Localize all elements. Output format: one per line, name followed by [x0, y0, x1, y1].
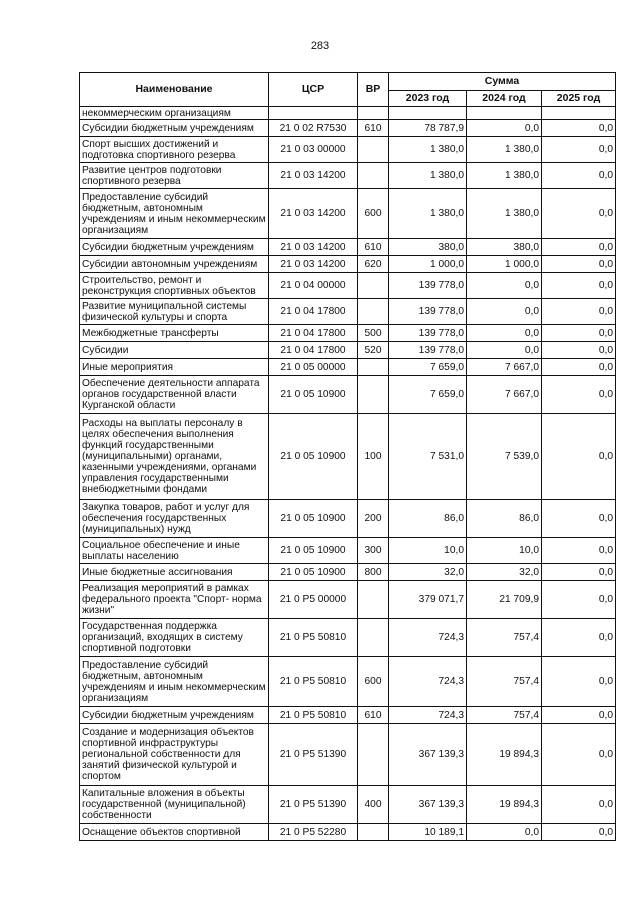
row-name-cell: Строительство, ремонт и реконструкция спортивных объектов — [80, 273, 269, 299]
row-2025-cell: 0,0 — [542, 538, 616, 564]
row-name-cell: Обеспечение деятельности аппарата органов государственной власти Курганской области — [80, 376, 269, 414]
row-name-cell: Спорт высших достижений и подготовка спортивного резерва — [80, 137, 269, 163]
row-vr-cell: 300 — [358, 538, 389, 564]
row-vr-cell — [358, 137, 389, 163]
row-2025-cell: 0,0 — [542, 824, 616, 841]
row-2024-cell: 86,0 — [467, 500, 542, 538]
table-row — [80, 189, 616, 239]
table-row — [80, 414, 616, 500]
table-row — [80, 342, 616, 359]
table-row — [80, 786, 616, 824]
row-csr-cell: 21 0 P5 50810 — [269, 619, 358, 657]
row-vr-cell: 610 — [358, 707, 389, 724]
table-row — [80, 239, 616, 256]
row-csr-cell: 21 0 05 10900 — [269, 564, 358, 581]
table-row — [80, 299, 616, 325]
row-2023-cell: 7 531,0 — [389, 414, 467, 500]
row-2023-cell: 724,3 — [389, 657, 467, 707]
table-row — [80, 581, 616, 619]
row-csr-cell: 21 0 03 14200 — [269, 189, 358, 239]
row-2025-cell: 0,0 — [542, 299, 616, 325]
row-vr-cell: 200 — [358, 500, 389, 538]
row-name-cell: Социальное обеспечение и иные выплаты населению — [80, 538, 269, 564]
row-2023-cell: 1 380,0 — [389, 137, 467, 163]
row-vr-cell: 400 — [358, 786, 389, 824]
page-number: 283 — [310, 40, 330, 52]
table-row — [80, 824, 616, 841]
row-2025-cell: 0,0 — [542, 657, 616, 707]
row-2025-cell: 0,0 — [542, 376, 616, 414]
row-csr-cell: 21 0 05 00000 — [269, 359, 358, 376]
row-2025-cell: 0,0 — [542, 342, 616, 359]
row-name-cell: Оснащение объектов спортивной — [80, 824, 269, 841]
row-name-cell: Развитие центров подготовки спортивного резерва — [80, 163, 269, 189]
table-row — [80, 724, 616, 786]
row-vr-cell: 520 — [358, 342, 389, 359]
row-name-cell: Капитальные вложения в объекты государственной (муниципальной) собственности — [80, 786, 269, 824]
row-2025-cell: 0,0 — [542, 786, 616, 824]
row-csr-cell: 21 0 P5 00000 — [269, 581, 358, 619]
row-name-cell: Предоставление субсидий бюджетным, автономным учреждениям и иным некоммерческим организациям — [80, 189, 269, 239]
row-csr-cell: 21 0 05 10900 — [269, 538, 358, 564]
row-csr-cell: 21 0 03 14200 — [269, 239, 358, 256]
row-csr-cell: 21 0 04 17800 — [269, 325, 358, 342]
row-2023-cell: 10,0 — [389, 538, 467, 564]
row-vr-cell — [358, 359, 389, 376]
row-csr-cell: 21 0 P5 52280 — [269, 824, 358, 841]
row-2024-cell: 7 667,0 — [467, 376, 542, 414]
row-2024-cell: 0,0 — [467, 273, 542, 299]
table-row — [80, 325, 616, 342]
table-row — [80, 120, 616, 137]
row-2024-cell: 0,0 — [467, 325, 542, 342]
row-vr-cell: 610 — [358, 239, 389, 256]
row-vr-cell — [358, 107, 389, 120]
row-2024-cell: 1 380,0 — [467, 189, 542, 239]
table-row — [80, 657, 616, 707]
header-sum: Сумма — [389, 73, 616, 91]
row-name-cell: Развитие муниципальной системы физической культуры и спорта — [80, 299, 269, 325]
row-2023-cell: 7 659,0 — [389, 359, 467, 376]
row-csr-cell: 21 0 P5 51390 — [269, 786, 358, 824]
row-vr-cell: 600 — [358, 657, 389, 707]
row-name-cell: некоммерческим организациям — [80, 107, 269, 120]
row-name-cell: Расходы на выплаты персоналу в целях обеспечения выполнения функций государственными (муниципальными) органами, казенными учреждениями, органами управления государственными внебюджетными фондами — [80, 414, 269, 500]
row-name-cell: Создание и модернизация объектов спортивной инфраструктуры региональной собственности для занятий физической культурой и спортом — [80, 724, 269, 786]
row-2023-cell: 380,0 — [389, 239, 467, 256]
row-2024-cell: 7 667,0 — [467, 359, 542, 376]
row-2025-cell: 0,0 — [542, 707, 616, 724]
row-2025-cell: 0,0 — [542, 163, 616, 189]
row-vr-cell: 600 — [358, 189, 389, 239]
row-name-cell: Иные мероприятия — [80, 359, 269, 376]
row-2025-cell: 0,0 — [542, 189, 616, 239]
row-csr-cell: 21 0 03 14200 — [269, 256, 358, 273]
row-2024-cell: 757,4 — [467, 657, 542, 707]
row-name-cell: Субсидии бюджетным учреждениям — [80, 239, 269, 256]
row-name-cell: Субсидии автономным учреждениям — [80, 256, 269, 273]
row-vr-cell: 610 — [358, 120, 389, 137]
row-name-cell: Субсидии бюджетным учреждениям — [80, 707, 269, 724]
row-name-cell: Реализация мероприятий в рамках федерального проекта "Спорт- норма жизни" — [80, 581, 269, 619]
table-row — [80, 256, 616, 273]
table-row — [80, 273, 616, 299]
row-2023-cell: 32,0 — [389, 564, 467, 581]
row-2023-cell: 367 139,3 — [389, 786, 467, 824]
row-2025-cell: 0,0 — [542, 619, 616, 657]
table-row — [80, 500, 616, 538]
row-2023-cell: 139 778,0 — [389, 273, 467, 299]
row-2024-cell: 1 380,0 — [467, 137, 542, 163]
row-csr-cell: 21 0 P5 51390 — [269, 724, 358, 786]
row-2023-cell: 1 380,0 — [389, 189, 467, 239]
row-2025-cell: 0,0 — [542, 724, 616, 786]
budget-table — [79, 72, 616, 841]
row-name-cell: Субсидии — [80, 342, 269, 359]
row-2024-cell: 32,0 — [467, 564, 542, 581]
row-2024-cell: 380,0 — [467, 239, 542, 256]
row-2025-cell: 0,0 — [542, 581, 616, 619]
row-2023-cell: 139 778,0 — [389, 325, 467, 342]
table-row — [80, 538, 616, 564]
header-csr: ЦСР — [269, 73, 358, 107]
row-vr-cell — [358, 376, 389, 414]
header-vr: ВР — [358, 73, 389, 107]
row-2025-cell: 0,0 — [542, 120, 616, 137]
row-2024-cell: 0,0 — [467, 299, 542, 325]
row-vr-cell — [358, 163, 389, 189]
row-2025-cell — [542, 107, 616, 120]
table-row — [80, 163, 616, 189]
row-csr-cell: 21 0 05 10900 — [269, 376, 358, 414]
row-vr-cell — [358, 299, 389, 325]
row-2024-cell: 7 539,0 — [467, 414, 542, 500]
row-vr-cell: 620 — [358, 256, 389, 273]
row-csr-cell — [269, 107, 358, 120]
table-row — [80, 137, 616, 163]
table-row — [80, 707, 616, 724]
row-csr-cell: 21 0 04 17800 — [269, 299, 358, 325]
row-name-cell: Закупка товаров, работ и услуг для обеспечения государственных (муниципальных) нужд — [80, 500, 269, 538]
row-vr-cell — [358, 724, 389, 786]
row-2024-cell: 757,4 — [467, 619, 542, 657]
row-2024-cell — [467, 107, 542, 120]
row-2025-cell: 0,0 — [542, 414, 616, 500]
row-name-cell: Субсидии бюджетным учреждениям — [80, 120, 269, 137]
header-name: Наименование — [80, 73, 269, 107]
row-2025-cell: 0,0 — [542, 137, 616, 163]
row-name-cell: Предоставление субсидий бюджетным, автономным учреждениям и иным некоммерческим организациям — [80, 657, 269, 707]
row-2023-cell: 7 659,0 — [389, 376, 467, 414]
header-2024: 2024 год — [467, 91, 542, 107]
row-name-cell: Межбюджетные трансферты — [80, 325, 269, 342]
table-row — [80, 564, 616, 581]
row-csr-cell: 21 0 02 R7530 — [269, 120, 358, 137]
row-2023-cell: 724,3 — [389, 619, 467, 657]
row-2024-cell: 1 380,0 — [467, 163, 542, 189]
row-csr-cell: 21 0 03 14200 — [269, 163, 358, 189]
row-2023-cell: 1 380,0 — [389, 163, 467, 189]
row-vr-cell: 500 — [358, 325, 389, 342]
row-csr-cell: 21 0 04 17800 — [269, 342, 358, 359]
row-vr-cell — [358, 619, 389, 657]
row-2023-cell — [389, 107, 467, 120]
row-2024-cell: 757,4 — [467, 707, 542, 724]
table-row — [80, 619, 616, 657]
row-vr-cell — [358, 273, 389, 299]
row-2023-cell: 10 189,1 — [389, 824, 467, 841]
table-row — [80, 359, 616, 376]
row-2023-cell: 139 778,0 — [389, 299, 467, 325]
row-2023-cell: 139 778,0 — [389, 342, 467, 359]
row-2025-cell: 0,0 — [542, 325, 616, 342]
row-name-cell: Иные бюджетные ассигнования — [80, 564, 269, 581]
row-vr-cell — [358, 581, 389, 619]
row-2025-cell: 0,0 — [542, 256, 616, 273]
row-vr-cell — [358, 824, 389, 841]
row-2024-cell: 19 894,3 — [467, 786, 542, 824]
row-2023-cell: 78 787,9 — [389, 120, 467, 137]
row-2024-cell: 21 709,9 — [467, 581, 542, 619]
row-csr-cell: 21 0 03 00000 — [269, 137, 358, 163]
row-2025-cell: 0,0 — [542, 239, 616, 256]
row-2025-cell: 0,0 — [542, 500, 616, 538]
row-csr-cell: 21 0 05 10900 — [269, 414, 358, 500]
header-2023: 2023 год — [389, 91, 467, 107]
row-csr-cell: 21 0 P5 50810 — [269, 707, 358, 724]
row-name-cell: Государственная поддержка организаций, входящих в систему спортивной подготовки — [80, 619, 269, 657]
row-2024-cell: 0,0 — [467, 120, 542, 137]
header-2025: 2025 год — [542, 91, 616, 107]
row-csr-cell: 21 0 04 00000 — [269, 273, 358, 299]
row-2023-cell: 86,0 — [389, 500, 467, 538]
row-2023-cell: 367 139,3 — [389, 724, 467, 786]
row-2023-cell: 724,3 — [389, 707, 467, 724]
row-2024-cell: 1 000,0 — [467, 256, 542, 273]
row-vr-cell: 100 — [358, 414, 389, 500]
row-2025-cell: 0,0 — [542, 273, 616, 299]
row-2025-cell: 0,0 — [542, 359, 616, 376]
row-2023-cell: 1 000,0 — [389, 256, 467, 273]
row-vr-cell: 800 — [358, 564, 389, 581]
row-csr-cell: 21 0 05 10900 — [269, 500, 358, 538]
row-2023-cell: 379 071,7 — [389, 581, 467, 619]
row-2024-cell: 0,0 — [467, 342, 542, 359]
table-row — [80, 376, 616, 414]
row-2025-cell: 0,0 — [542, 564, 616, 581]
row-2024-cell: 0,0 — [467, 824, 542, 841]
row-csr-cell: 21 0 P5 50810 — [269, 657, 358, 707]
row-2024-cell: 10,0 — [467, 538, 542, 564]
row-2024-cell: 19 894,3 — [467, 724, 542, 786]
table-row — [80, 107, 616, 120]
